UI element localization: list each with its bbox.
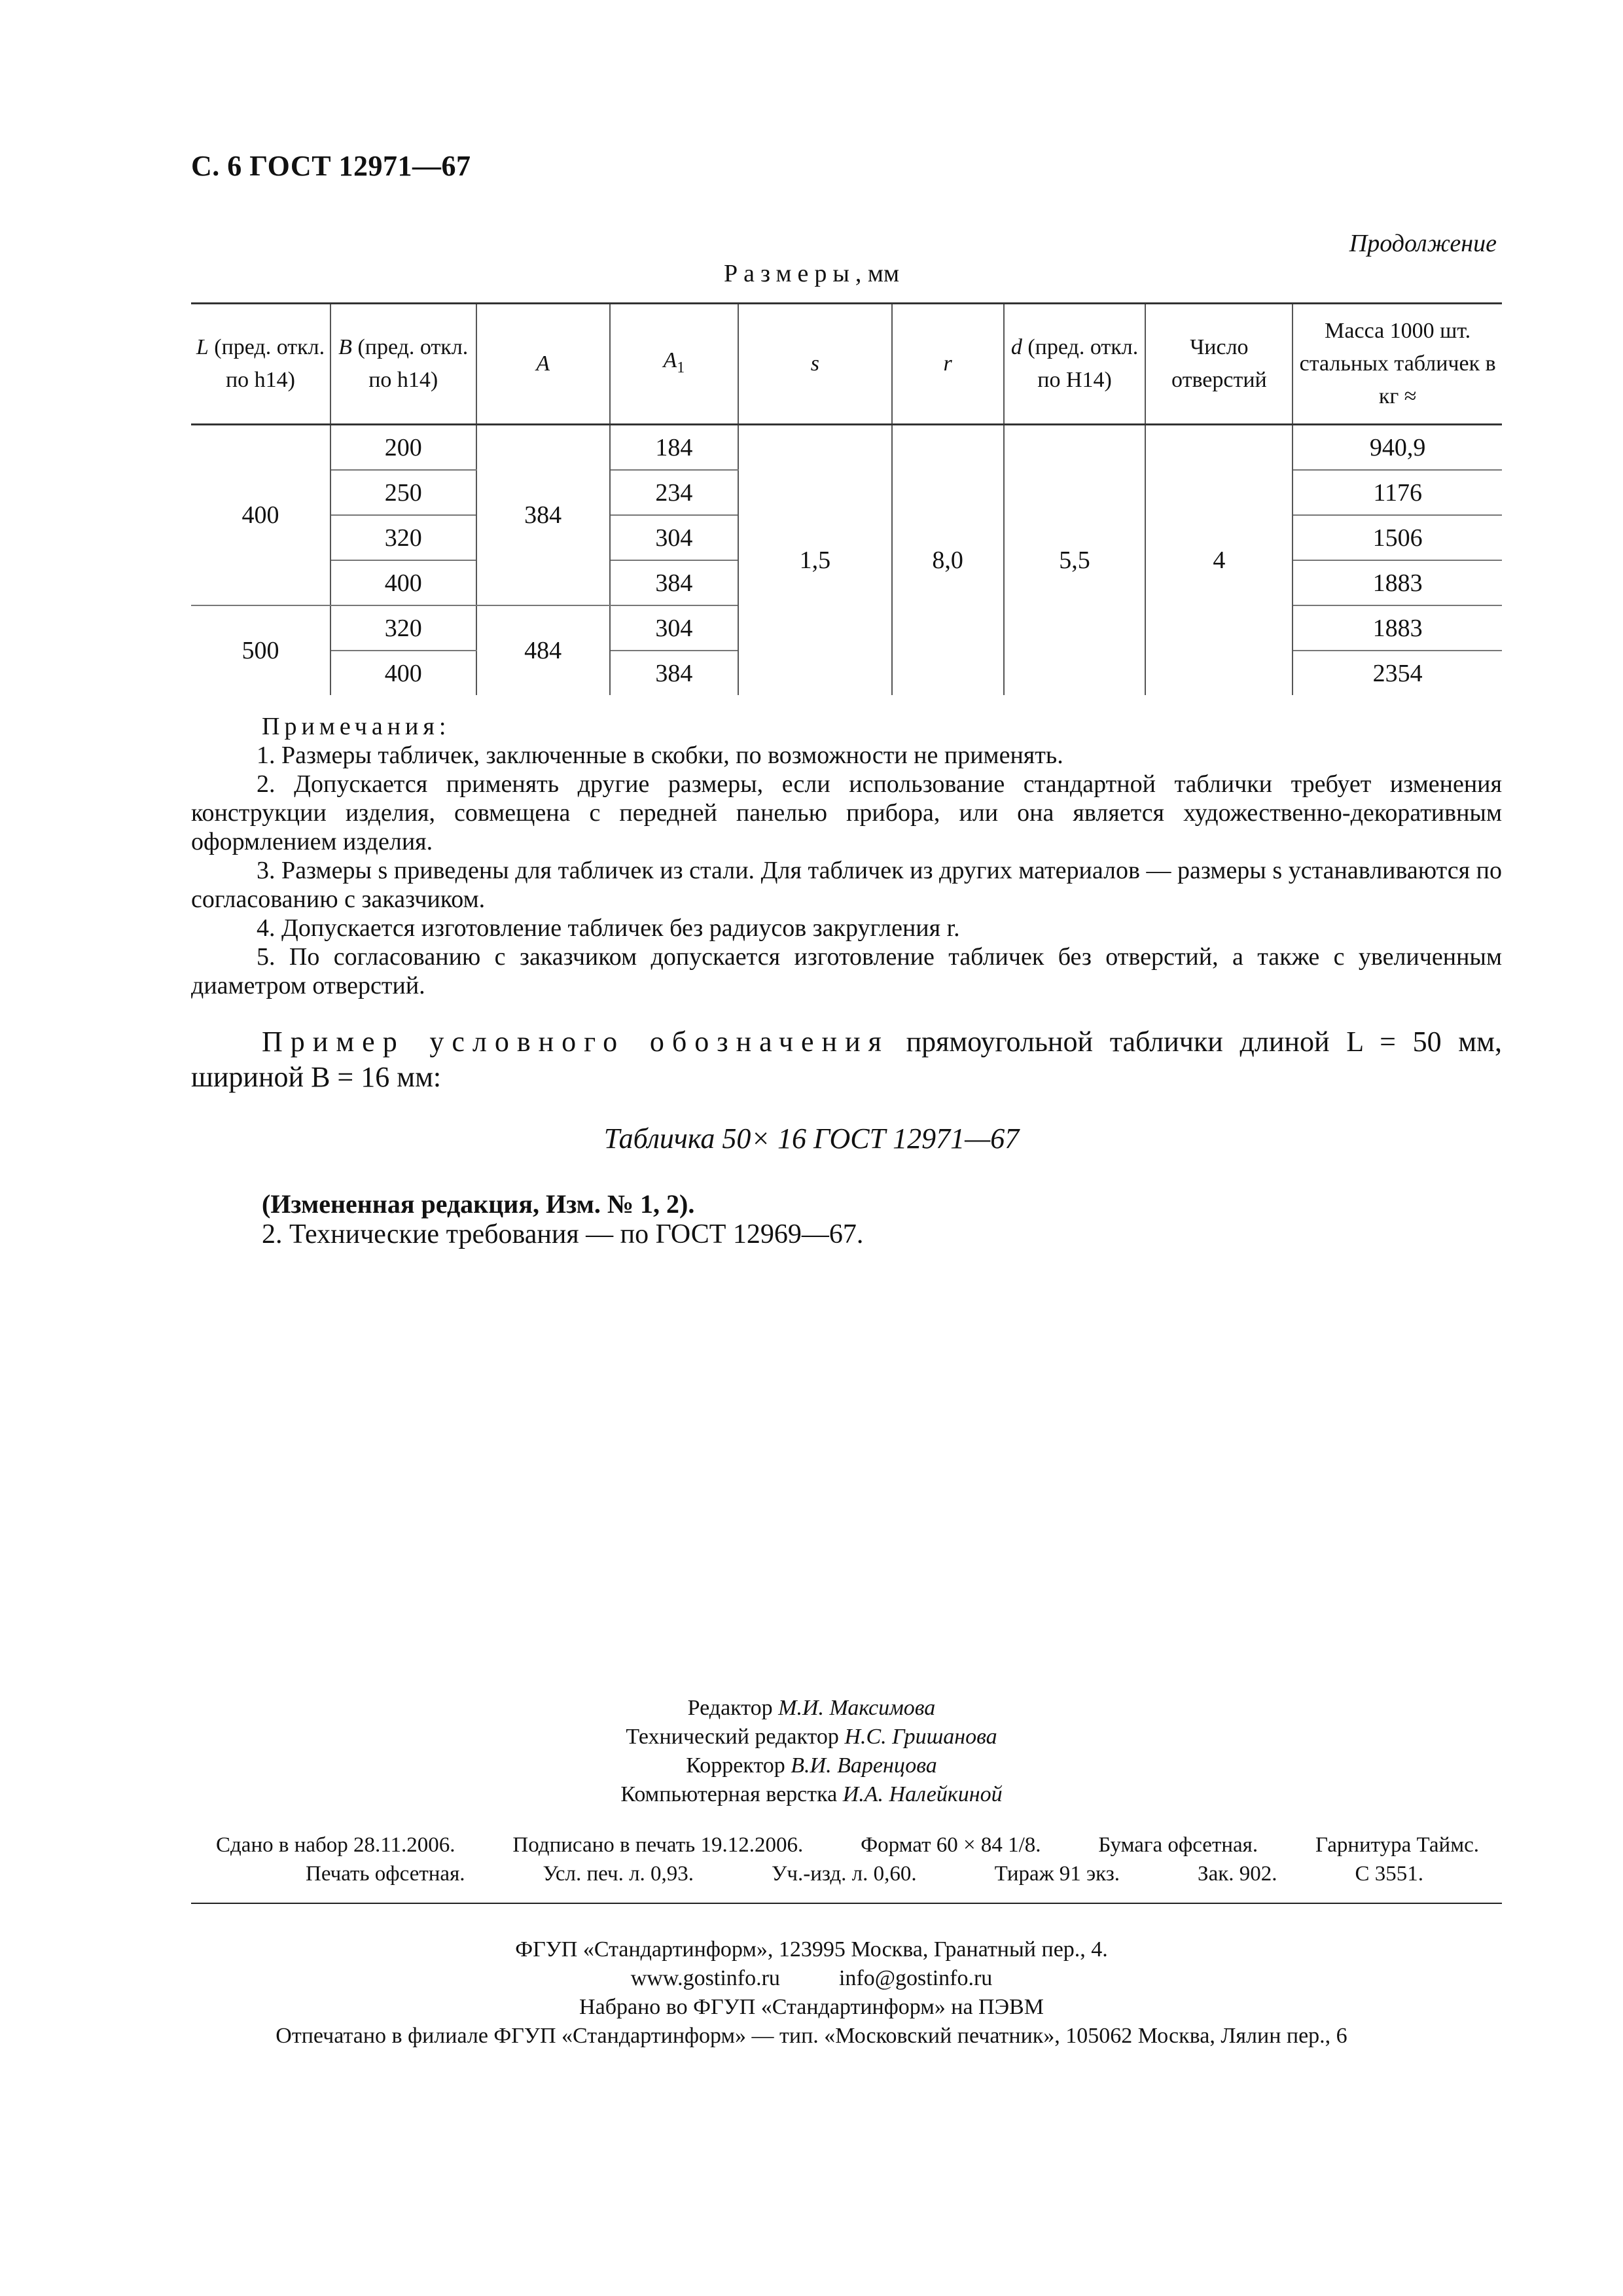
cell-L: 500: [191, 605, 330, 695]
credit-line: Компьютерная верстка И.А. Налейкиной: [620, 1782, 1003, 1806]
note-item: 3. Размеры s приведены для табличек из стали. Для табличек из других материалов — размеры s устанавливаются по согласованию с заказчиком.: [191, 857, 1502, 913]
cell-B: 400: [330, 651, 476, 695]
print-info: [216, 1831, 1479, 1888]
designation-example: [191, 1024, 1502, 1095]
header-holes: Число отверстий: [1145, 304, 1293, 425]
caption-unit: , мм: [855, 260, 899, 287]
caption-spaced: Размеры: [723, 260, 855, 287]
cell-mass: 940,9: [1293, 425, 1502, 471]
publisher-info: [0, 1935, 1623, 2051]
designation-formula: Табличка 50× 16 ГОСТ 12971—67: [603, 1122, 1020, 1155]
cell-A1: 184: [610, 425, 738, 471]
cell-A1: 304: [610, 515, 738, 560]
print-info-row: Печать офсетная. Усл. печ. л. 0,93. Уч.-изд. л. 0,60. Тираж 91 экз. Зак. 902. С 3551.: [306, 1862, 1423, 1886]
credit-line: Корректор В.И. Варенцова: [686, 1753, 937, 1778]
cell-A1: 384: [610, 651, 738, 695]
amendment-note: (Измененная редакция, Изм. № 1, 2).: [262, 1189, 695, 1219]
header-s: s: [738, 304, 892, 425]
cell-mass: 1883: [1293, 605, 1502, 651]
cell-mass: 1176: [1293, 470, 1502, 515]
note-item: 2. Допускается применять другие размеры, если использование стандартной таблички требует изменения конструкции изделия, совмещена с передней панелью прибора, или она является художественно-декоративным оформлением изделия.: [191, 770, 1502, 855]
email-link[interactable]: info@gostinfo.ru: [838, 1966, 993, 1990]
cell-A1: 304: [610, 605, 738, 651]
cell-mass: 1506: [1293, 515, 1502, 560]
cell-mass: 2354: [1293, 651, 1502, 695]
cell-r: 8,0: [892, 425, 1004, 696]
table-caption: [0, 259, 1623, 288]
cell-B: 320: [330, 515, 476, 560]
cell-s: 1,5: [738, 425, 892, 696]
header-L: L (пред. откл. по h14): [191, 304, 330, 425]
cell-L: 400: [191, 425, 330, 606]
cell-A: 484: [476, 605, 610, 695]
cell-A1: 234: [610, 470, 738, 515]
tech-requirements: 2. Технические требования — по ГОСТ 12969—67.: [262, 1219, 864, 1249]
divider: [191, 1903, 1502, 1904]
typeset-note: Набрано во ФГУП «Стандартинформ» на ПЭВМ: [579, 1995, 1044, 2019]
header-d: d (пред. откл. по H14): [1004, 304, 1146, 425]
note-item: 5. По согласованию с заказчиком допускается изготовление табличек без отверстий, а также с увеличенным диаметром отверстий.: [191, 943, 1502, 999]
credits: [0, 1694, 1623, 1809]
publisher-address: ФГУП «Стандартинформ», 123995 Москва, Гранатный пер., 4.: [515, 1937, 1108, 1962]
example-text: прямоугольной таблички длиной L = 50 мм, шириной B = 16 мм:: [191, 1026, 1502, 1093]
credit-line: Технический редактор Н.С. Гришанова: [626, 1725, 997, 1749]
cell-d: 5,5: [1004, 425, 1146, 696]
note-item: 4. Допускается изготовление табличек без радиусов закругления r.: [257, 914, 960, 942]
cell-B: 320: [330, 605, 476, 651]
cell-A: 384: [476, 425, 610, 606]
website-link[interactable]: www.gostinfo.ru: [630, 1966, 780, 1990]
cell-B: 200: [330, 425, 476, 471]
cell-B: 400: [330, 560, 476, 605]
note-item: 1. Размеры табличек, заключенные в скобки, по возможности не применять.: [257, 742, 1063, 769]
dimensions-table: [191, 302, 1502, 695]
header-r: r: [892, 304, 1004, 425]
cell-B: 250: [330, 470, 476, 515]
header-B: B (пред. откл. по h14): [330, 304, 476, 425]
cell-A1: 384: [610, 560, 738, 605]
cell-holes: 4: [1145, 425, 1293, 696]
header-A1: $A_1$: [610, 304, 738, 425]
header-mass: Масса 1000 шт. стальных табличек в кг ≈: [1293, 304, 1502, 425]
credit-line: Редактор М.И. Максимова: [687, 1696, 936, 1720]
header-A: A: [476, 304, 610, 425]
continuation-label: Продолжение: [1349, 230, 1497, 257]
printed-note: Отпечатано в филиале ФГУП «Стандартинформ» — тип. «Московский печатник», 105062 Москва, Лялин пер., 6: [276, 2024, 1347, 2048]
page-header: С. 6 ГОСТ 12971—67: [191, 150, 471, 182]
cell-mass: 1883: [1293, 560, 1502, 605]
notes-section: [191, 712, 1502, 1000]
example-spaced: Пример условного обозначения: [262, 1026, 889, 1058]
publisher-contacts: [0, 1964, 1623, 1993]
print-info-row: Сдано в набор 28.11.2006. Подписано в печать 19.12.2006. Формат 60 × 84 1/8. Бумага офсетная. Гарнитура Таймс.: [216, 1833, 1479, 1857]
notes-title: Примечания:: [262, 713, 451, 740]
